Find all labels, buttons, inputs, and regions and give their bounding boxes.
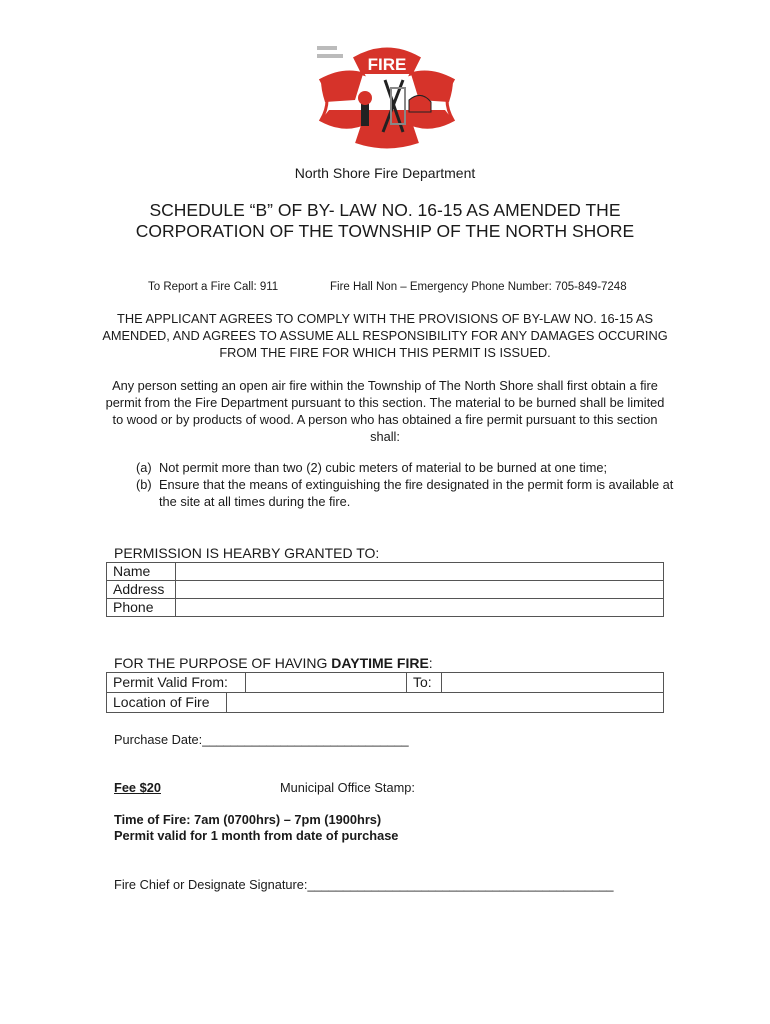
- conditions-list: [136, 459, 676, 510]
- table-row: [107, 581, 664, 599]
- document-title: SCHEDULE “B” OF BY- LAW NO. 16-15 AS AMENDED THE CORPORATION OF THE TOWNSHIP OF THE NORTH SHORE: [135, 200, 635, 241]
- valid-from-label: Permit Valid From:: [113, 674, 228, 690]
- condition-item: [136, 459, 676, 476]
- purpose-heading: [114, 655, 433, 671]
- signature-line: Fire Chief or Designate Signature:___________________________________________: [114, 877, 614, 892]
- municipal-stamp-label: Municipal Office Stamp:: [280, 780, 415, 795]
- applicant-agreement: THE APPLICANT AGREES TO COMPLY WITH THE PROVISIONS OF BY-LAW NO. 16-15 AS AMENDED, AND AGREES TO ASSUME ALL RESPONSIBILITY FOR ANY DAMAGES OCCURING FROM THE FIRE FOR WHICH THIS PERMIT IS ISSUED.: [102, 311, 668, 360]
- purpose-heading-prefix: FOR THE PURPOSE OF HAVING: [114, 655, 332, 671]
- address-field[interactable]: [176, 581, 664, 599]
- location-row: [106, 692, 664, 713]
- name-label: Name: [107, 563, 176, 581]
- condition-item: [136, 476, 676, 510]
- time-of-fire-block: [114, 812, 398, 844]
- valid-from-field[interactable]: [246, 673, 406, 692]
- fire-department-logo: [313, 40, 461, 152]
- svg-text:FIRE: FIRE: [367, 55, 407, 74]
- table-row: [107, 563, 664, 581]
- name-field[interactable]: [176, 563, 664, 581]
- fee-label: Fee $20: [114, 780, 161, 795]
- condition-marker: (a): [136, 460, 152, 475]
- phone-field[interactable]: [176, 599, 664, 617]
- phone-label: Phone: [107, 599, 176, 617]
- condition-text: Ensure that the means of extinguishing the fire designated in the permit form is available at the site at all times during the fire.: [159, 477, 674, 509]
- location-field[interactable]: [227, 693, 663, 712]
- condition-text: Not permit more than two (2) cubic meters of material to be burned at one time;: [159, 460, 608, 475]
- intro-paragraph: Any person setting an open air fire within the Township of The North Shore shall first obtain a fire permit from the Fire Department pursuant to this section. The material to be burned shall be limited to wood or by products of wood. A person who has obtained a fire permit pursuant to this section shall:: [105, 378, 665, 444]
- purchase-date-line: Purchase Date:_____________________________: [114, 732, 409, 747]
- permit-validity-note: Permit valid for 1 month from date of purchase: [114, 828, 399, 843]
- valid-to-field[interactable]: [442, 673, 663, 692]
- maltese-cross-icon: [313, 40, 461, 152]
- table-row: [107, 599, 664, 617]
- purpose-heading-suffix: :: [428, 655, 433, 671]
- permit-validity-row: [106, 672, 664, 693]
- daytime-fire-label: DAYTIME FIRE: [331, 655, 429, 671]
- address-label: Address: [107, 581, 176, 599]
- report-fire-call: To Report a Fire Call: 911: [148, 281, 279, 293]
- department-name: North Shore Fire Department: [294, 165, 476, 181]
- to-label: To:: [413, 674, 432, 690]
- time-of-fire: Time of Fire: 7am (0700hrs) – 7pm (1900hrs): [114, 812, 382, 827]
- fire-hall-phone: Fire Hall Non – Emergency Phone Number: 705-849-7248: [330, 281, 627, 293]
- permission-heading: PERMISSION IS HEARBY GRANTED TO:: [114, 545, 380, 561]
- condition-marker: (b): [136, 477, 152, 492]
- applicant-table: [106, 562, 664, 617]
- location-label: Location of Fire: [113, 694, 210, 710]
